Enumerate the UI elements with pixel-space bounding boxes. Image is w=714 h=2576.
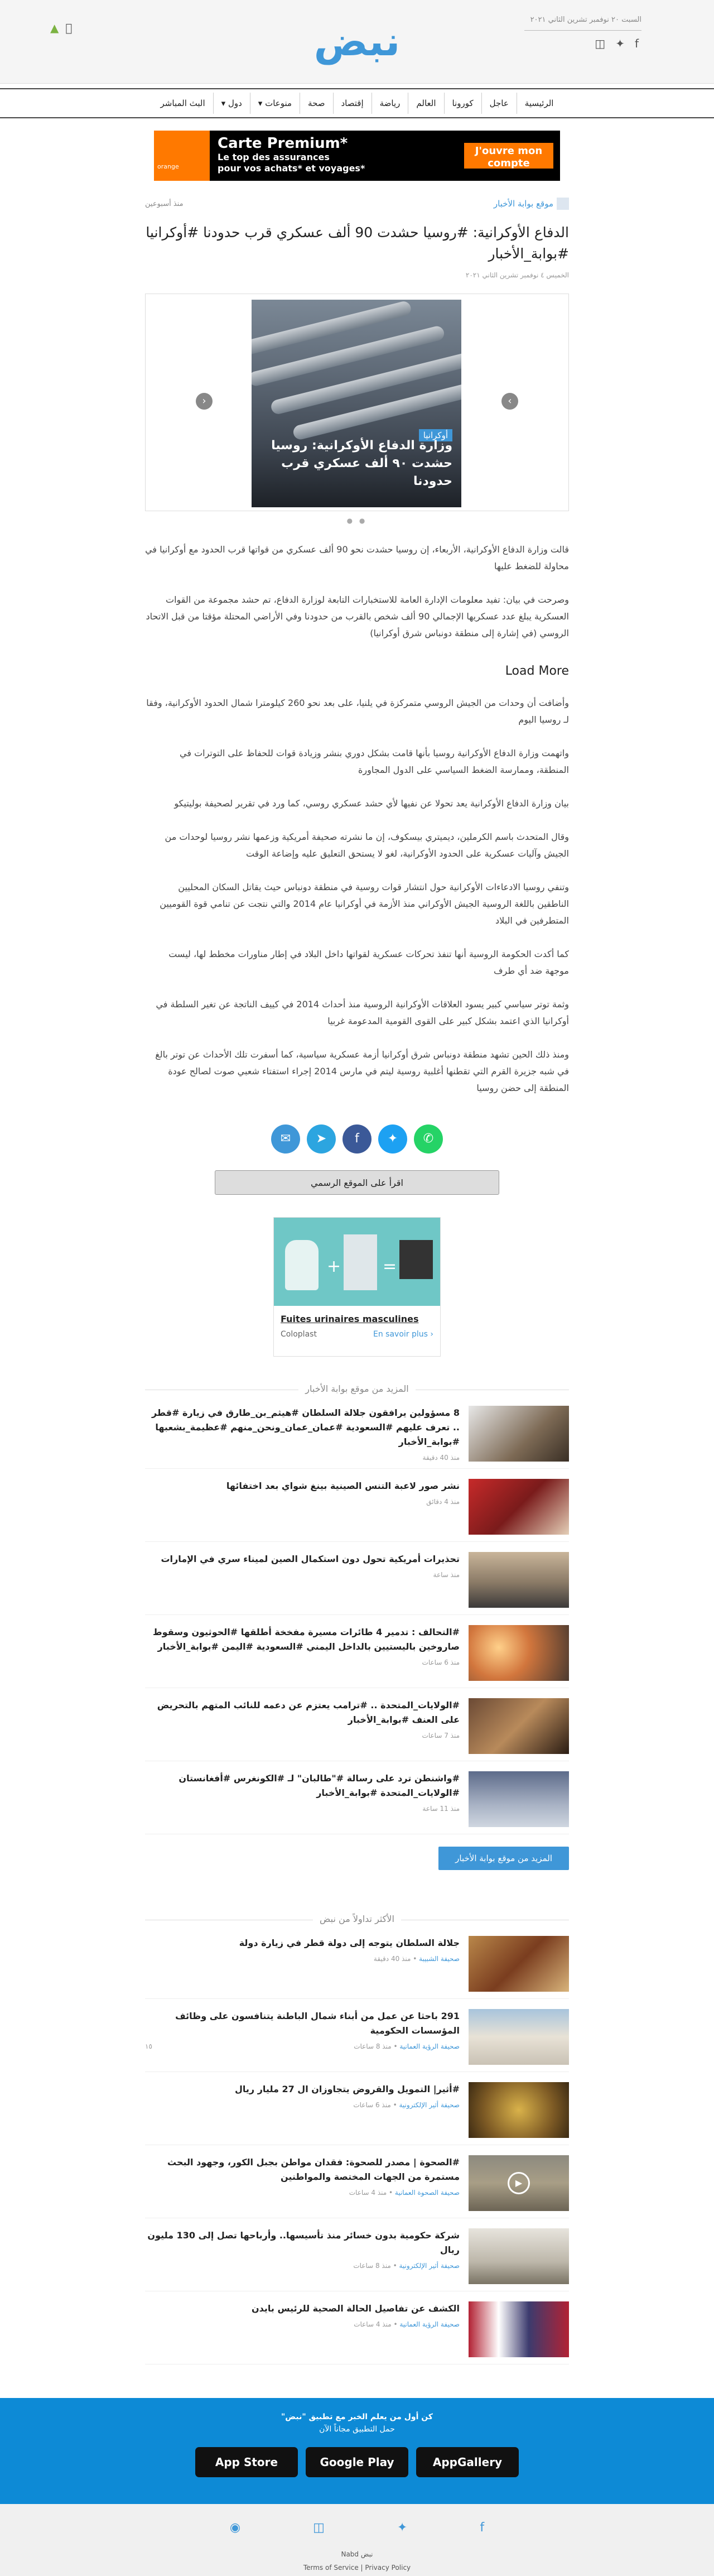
article-paragraph: وصرحت في بيان: تفيد معلومات الإدارة العامة للاستخبارات التابعة لوزارة الدفاع، تم حشد مجموعة من القوات العسكرية يبلغ عدد عسكريها الإجمالي 90 ألف شخص بالقرب من حدودنا وفي الأراضي المحتلة مؤقتا من قبل الاتحاد الروسي (في إشارة إلى منطقة دونباس شرق أوكرانيا) [146, 594, 569, 638]
whatsapp-icon[interactable]: ✆ [414, 1124, 443, 1154]
twitter-icon[interactable]: ✦ [615, 37, 625, 50]
ad-cta[interactable]: J'ouvre mon compte [464, 143, 553, 169]
nav-item-urgent[interactable]: عاجل [481, 93, 517, 114]
more-from-title: المزيد من موقع بوابة الأخبار [145, 1379, 569, 1390]
app-icons [50, 21, 72, 35]
appgallery-button[interactable]: AppGallery [416, 2447, 519, 2477]
nav-item-sports[interactable]: رياضة [372, 93, 408, 114]
nav-item-countries[interactable]: دول ▾ [213, 93, 250, 114]
most-read-list [145, 1926, 569, 2364]
twitter-icon[interactable]: ✦ [378, 1124, 407, 1154]
load-more[interactable]: Load More [505, 664, 569, 678]
more-from-button[interactable]: المزيد من موقع بوابة الأخبار [438, 1847, 569, 1870]
site-logo[interactable]: نبض [313, 18, 401, 65]
instagram-icon[interactable]: ◫ [595, 37, 606, 50]
ad-title: Fuites urinaires masculines [281, 1314, 419, 1324]
image-caption: وزارة الدفاع الأوكرانية: روسيا حشدت ٩٠ ألف عسكري قرب حدودنا [271, 439, 452, 488]
list-item[interactable]: شركة حكومية بدون خسائر منذ تأسيسها.. وأرباحها تصل إلى 130 مليون ريال صحيفة أثير الإلكترونية • منذ 8 ساعات [145, 2218, 569, 2291]
globe-icon[interactable]: ◉ [229, 2521, 241, 2535]
android-icon[interactable]: ▲ [50, 21, 59, 35]
instagram-icon[interactable]: ◫ [313, 2521, 325, 2535]
nav-item-corona[interactable]: كورونا [444, 93, 481, 114]
article-body [145, 541, 569, 1097]
article-title: الدفاع الأوكرانية: #روسيا حشدت 90 ألف عسكري قرب حدودنا #أوكرانيا #بوابة_الأخبار [146, 224, 569, 262]
nav-item-health[interactable]: صحة [300, 93, 332, 114]
top-banner-ad[interactable] [154, 131, 560, 181]
app-store-button[interactable]: App Store [195, 2447, 298, 2477]
thumb-image [469, 1552, 569, 1608]
footer-brand: نبض Nabd [341, 2550, 373, 2558]
slider-prev-arrow-icon[interactable]: ‹ [196, 393, 213, 410]
list-item[interactable]: #واشنطن ترد على رسالة #"طالبان" لـ #الكونغرس #أفغانستان #الولايات_المتحدة #بوابة_الأخبار منذ 11 ساعة [145, 1761, 569, 1834]
most-read-title: الأكثر تداولاً من نبض [145, 1909, 569, 1920]
source-icon [557, 198, 569, 210]
article-paragraph: وقال المتحدث باسم الكرملين، ديميتري بيسكوف، إن ما نشرته صحيفة أمريكية وزعمها نشر روسيا لوحدات من الجيش وآليات عسكرية على الحدود الأوكرانية، لغو لا يستحق التعليق عليه وإضاعة الوقت [165, 832, 569, 859]
article-date: الخميس ٤ نوفمبر تشرين الثاني ٢٠٢١ [465, 271, 569, 279]
thumb-image [469, 1625, 569, 1681]
thumb-image [469, 1406, 569, 1462]
ad-image: + = [274, 1218, 440, 1306]
article-paragraph: ومنذ ذلك الحين تشهد منطقة دونباس شرق أوكرانيا أزمة عسكرية سياسية، كما أسفرت تلك الأحداث عن توتر بالغ في شبه جزيرة القرم التي تقطنها أغلبية روسية ليتم في مارس 2014 إجراء استفتاء شعبي صوت لصالح عودة المنطقة إلى حضن روسيا [155, 1049, 569, 1093]
header-social [595, 37, 639, 50]
list-item[interactable]: ▶ #الصحوة | مصدر للصحوة: فقدان مواطن بجبل الكور، وجهود البحث مستمرة من الجهات المختصة والمواطنين صحيفة الصحوة العمانية • منذ 4 ساعات [145, 2145, 569, 2218]
list-item[interactable]: 8 مسؤولين يرافقون جلالة السلطان #هيثم_بن_طارق في زيارة #قطر .. تعرف عليهم #السعودية #عمان_عمان_ونحن_منهم #عظيمة_بشعبها #بوابة_الأخبار منذ 40 دقيقة [145, 1396, 569, 1469]
google-play-button[interactable]: Google Play [306, 2447, 408, 2477]
article-paragraph: بيان وزارة الدفاع الأوكرانية يعد تحولا عن نفيها لأي حشد عسكري روسي، كما ورد في تقرير لصحيفة بوليتيكو [174, 798, 569, 809]
content-column [145, 198, 569, 2364]
main-nav [0, 88, 714, 118]
thumb-image [469, 1936, 569, 1992]
app-download-banner [0, 2398, 714, 2504]
more-from-list [145, 1396, 569, 1834]
thumb-image [469, 2228, 569, 2284]
ad-brand: orange [154, 131, 210, 181]
facebook-icon[interactable]: f [342, 1124, 372, 1154]
thumb-image [469, 2082, 569, 2138]
article-paragraph: قالت وزارة الدفاع الأوكرانية، الأربعاء، إن روسيا حشدت نحو 90 ألف عسكري من قواتها قرب الحدود مع أوكرانيا في محاولة للضغط عليها [145, 544, 569, 571]
slider-next-arrow-icon[interactable]: › [501, 393, 518, 410]
app-banner-subtitle: حمل التطبيق مجاناً الآن [319, 2425, 395, 2434]
facebook-icon[interactable]: f [634, 37, 639, 50]
facebook-icon[interactable]: f [480, 2521, 485, 2535]
header-divider [524, 30, 641, 31]
site-header [0, 0, 714, 84]
article-ago: منذ أسبوعين [145, 199, 184, 208]
image-slider [145, 294, 569, 511]
thumb-image [469, 2301, 569, 2357]
footer-links[interactable]: Terms of Service | Privacy Policy [303, 2564, 411, 2572]
nav-item-home[interactable]: الرئيسية [517, 93, 562, 114]
article-source-row [145, 198, 569, 210]
store-buttons [0, 2447, 714, 2477]
play-icon[interactable]: ▶ [508, 2172, 530, 2194]
image-tag: أوكرانيا [419, 429, 452, 441]
read-official-button[interactable]: اقرأ على الموقع الرسمي [215, 1170, 499, 1195]
app-banner-title: كن أول من يعلم الخبر مع تطبيق "نبض" [281, 2412, 433, 2421]
thumb-image [469, 2009, 569, 2065]
list-item[interactable]: 291 باحثا عن عمل من أبناء شمال الباطنة يتنافسون على وظائف المؤسسات الحكومية صحيفة الرؤية العمانية • منذ 8 ساعات ١٥ [145, 1999, 569, 2072]
article-paragraph: وتنفي روسيا الادعاءات الأوكرانية حول انتشار قوات روسية في منطقة دونباس حيث يقاتل السكان المحليين الناطقين باللغة الروسية الجيش الأوكراني منذ الأزمة في أوكرانيا عام 2014 والتي نتجت عن تنامي قوة القوميين المتطرفين في البلاد [160, 882, 569, 926]
article-paragraph: كما أكدت الحكومة الروسية أنها تنفذ تحركات عسكرية لقواتها داخل البلاد في إطار مناورات مخطط لها، ليست موجهة ضد أي طرف [168, 949, 569, 976]
slider-dots[interactable]: ● ● [346, 517, 368, 525]
mid-ad[interactable] [273, 1217, 441, 1357]
nav-item-world[interactable]: العالم [408, 93, 443, 114]
ad-headline: Carte Premium* [218, 135, 348, 152]
ad-more-link[interactable]: En savoir plus › [373, 1330, 433, 1339]
twitter-icon[interactable]: ✦ [397, 2521, 408, 2535]
header-date: السبت ٢٠ نوفمبر تشرين الثاني ٢٠٢١ [530, 16, 641, 24]
list-item[interactable]: نشر صور لاعبة التنس الصينية بينغ شواي بعد اختفائها منذ 4 دقائق [145, 1469, 569, 1542]
list-item[interactable]: #التحالف : تدمير 4 طائرات مسيرة مفخخة أطلقها #الحوثيون وسقوط صاروخين باليستيين بالداخل اليمني #السعودية #اليمن #بوابة_الأخبار منذ 6 ساعات [145, 1615, 569, 1688]
nav-item-misc[interactable]: منوعات ▾ [250, 93, 300, 114]
article-paragraph: وثمة توتر سياسي كبير يسود العلاقات الأوكرانية الروسية منذ أحداث 2014 في كييف الناتجة عن تغير السلطة في أوكرانيا الذي اعتمد بشكل كبير على القوى القومية المدعومة غربيا [156, 999, 569, 1026]
ad-text [210, 131, 457, 181]
list-item[interactable]: الكشف عن تفاصيل الحالة الصحية للرئيس بايدن صحيفة الرؤية العمانية • منذ 4 ساعات [145, 2291, 569, 2364]
ad-brand-name: Coloplast [281, 1330, 317, 1339]
list-item[interactable]: تحذيرات أمريكية تحول دون استكمال الصين لميناء سري في الإمارات منذ ساعة [145, 1542, 569, 1615]
apple-icon[interactable] [65, 21, 72, 35]
nav-item-live[interactable]: البث المباشر [160, 98, 205, 108]
ad-subline-1: Le top des assurances [218, 152, 330, 162]
share-buttons [145, 1124, 569, 1154]
footer-social [0, 2521, 714, 2535]
email-icon[interactable]: ✉ [271, 1124, 300, 1154]
thumb-image [469, 2155, 569, 2211]
article-image [252, 300, 461, 507]
ad-footer [274, 1324, 440, 1344]
thumb-image [469, 1479, 569, 1535]
thumb-image [469, 1698, 569, 1754]
source-link[interactable]: موقع بوابة الأخبار [494, 198, 569, 210]
thumb-image [469, 1771, 569, 1827]
list-item[interactable]: جلالة السلطان يتوجه إلى دولة قطر في زيارة دولة صحيفة الشبيبة • منذ 40 دقيقة [145, 1926, 569, 1999]
telegram-icon[interactable]: ➤ [307, 1124, 336, 1154]
site-footer [0, 2504, 714, 2576]
nav-item-economy[interactable]: إقتصاد [333, 93, 372, 114]
list-item[interactable]: #الولايات_المتحدة .. #ترامب يعتزم عن دعمه للنائب المتهم بالتحريض على العنف #بوابة_الأخبار منذ 7 ساعات [145, 1688, 569, 1761]
article-paragraph: وأضافت أن وحدات من الجيش الروسي متمركزة في يلنيا، على بعد نحو 260 كيلومترا شمال الحدود الأوكرانية، وفقا لـ روسيا اليوم [146, 698, 569, 725]
ad-subline-2: pour vos achats* et voyages* [218, 163, 365, 174]
article-paragraph: واتهمت وزارة الدفاع الأوكرانية روسيا بأنها قامت بشكل دوري بنشر وزيادة قوات للحفاظ على التوترات في المنطقة، وممارسة الضغط السياسي على الدول المجاورة [180, 748, 569, 775]
list-item[interactable]: #أثير| التمويل والقروض يتجاوزان ال 27 مليار ريال صحيفة أثير الإلكترونية • منذ 6 ساعات [145, 2072, 569, 2145]
